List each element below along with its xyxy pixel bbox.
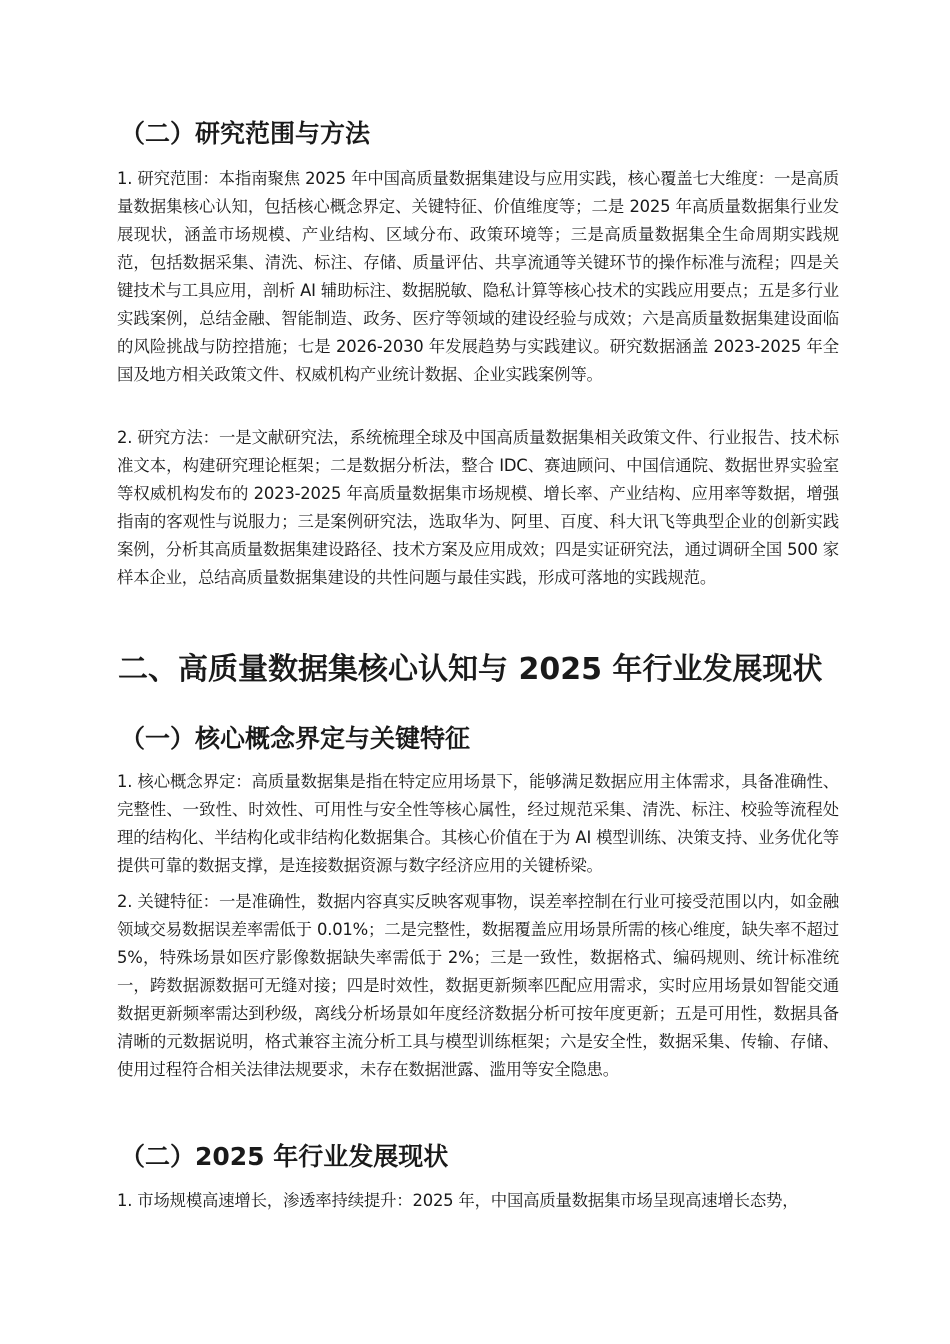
paragraph-research-methods: 2. 研究方法：一是文献研究法，系统梳理全球及中国高质量数据集相关政策文件、行业报告、技术标准文本，构建研究理论框架；二是数据分析法，整合 IDC、赛迪顾问、中国信通院、数据世界实验室等权威机构发布的 2023-2025 年高质量数据集市场规模、增长率、产业结构、应用率等数据，增强指南的客观性与说服力；三是案例研究法，选取华为、阿里、百度、科大讯飞等典型企业的创新实践案例，分析其高质量数据集建设路径、技术方案及应用成效；四是实证研究法，通过调研全国 500 家样本企业，总结高质量数据集建设的共性问题与最佳实践，形成可落地的实践规范。	[117, 428, 839, 587]
section-heading-industry-status: （二）2025 年行业发展现状	[120, 1142, 449, 1171]
paragraph-core-concept-definition: 1. 核心概念界定：高质量数据集是指在特定应用场景下，能够满足数据应用主体需求，具备准确性、完整性、一致性、时效性、可用性与安全性等核心属性，经过规范采集、清洗、标注、校验等流程处理的结构化、半结构化或非结构化数据集合。其核心价值在于为 AI 模型训练、决策支持、业务优化等提供可靠的数据支撑，是连接数据资源与数字经济应用的关键桥梁。	[117, 772, 839, 875]
chapter-heading-core-cognition-status: 二、高质量数据集核心认知与 2025 年行业发展现状	[118, 652, 823, 687]
paragraph-key-features: 2. 关键特征：一是准确性，数据内容真实反映客观事物，误差率控制在行业可接受范围以内，如金融领域交易数据误差率需低于 0.01%；二是完整性，数据覆盖应用场景所需的核心维度，缺失率不超过 5%，特殊场景如医疗影像数据缺失率需低于 2%；三是一致性，数据格式、编码规则、统计标准统一，跨数据源数据可无缝对接；四是时效性，数据更新频率匹配应用需求，实时应用场景如智能交通数据更新频率需达到秒级，离线分析场景如年度经济数据分析可按年度更新；五是可用性，数据具备清晰的元数据说明，格式兼容主流分析工具与模型训练框架；六是安全性，数据采集、传输、存储、使用过程符合相关法律法规要求，未存在数据泄露、滥用等安全隐患。	[117, 892, 839, 1079]
section-heading-research-scope-methods: （二）研究范围与方法	[120, 119, 371, 148]
paragraph-research-scope: 1. 研究范围：本指南聚焦 2025 年中国高质量数据集建设与应用实践，核心覆盖七大维度：一是高质量数据集核心认知，包括核心概念界定、关键特征、价值维度等；二是 2025 年高质量数据集行业发展现状，涵盖市场规模、产业结构、区域分布、政策环境等；三是高质量数据集全生命周期实践规范，包括数据采集、清洗、标注、存储、质量评估、共享流通等关键环节的操作标准与流程；四是关键技术与工具应用，剖析 AI 辅助标注、数据脱敏、隐私计算等核心技术的实践应用要点；五是多行业实践案例，总结金融、智能制造、政务、医疗等领域的建设经验与成效；六是高质量数据集建设面临的风险挑战与防控措施；七是 2026-2030 年发展趋势与实践建议。研究数据涵盖 2023-2025 年全国及地方相关政策文件、权威机构产业统计数据、企业实践案例等。	[117, 169, 839, 384]
section-heading-core-concepts: （一）核心概念界定与关键特征	[120, 724, 471, 753]
paragraph-market-scale: 1. 市场规模高速增长，渗透率持续提升：2025 年，中国高质量数据集市场呈现高速增长态势，	[117, 1191, 799, 1210]
